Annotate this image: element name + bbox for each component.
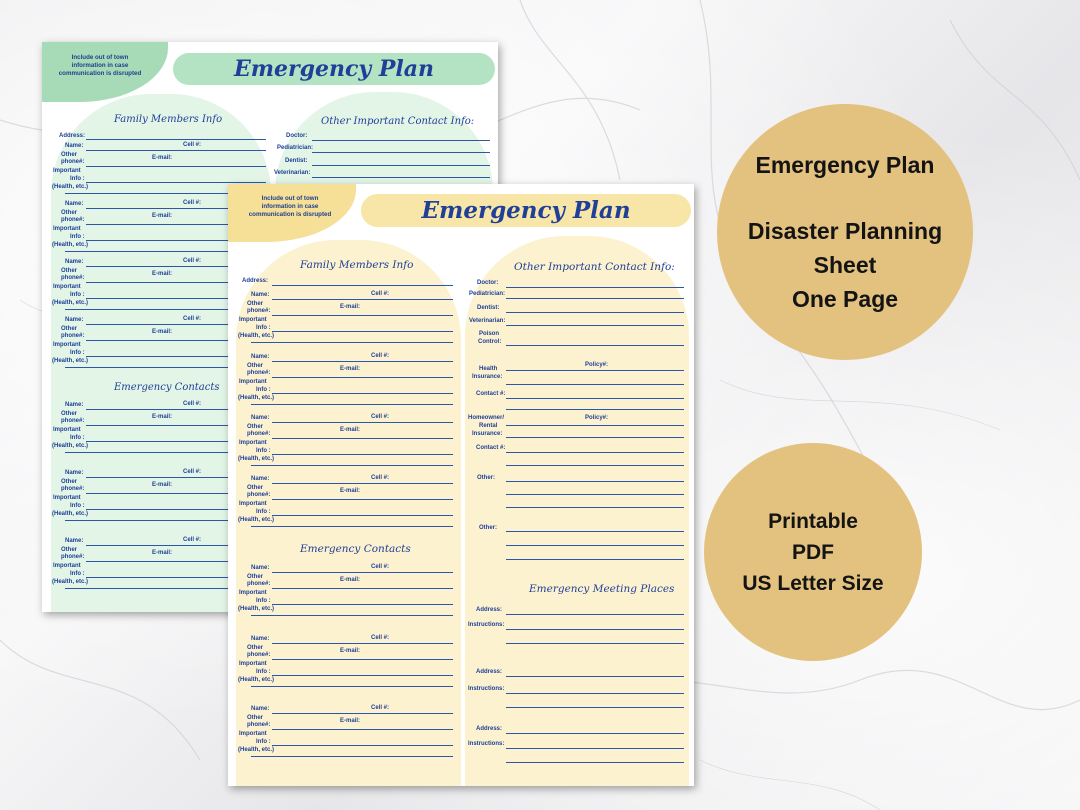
name-label: Name: [251, 476, 270, 482]
other-phone-label: Other [247, 485, 264, 491]
emergency-contacts-heading: Emergency Contacts [114, 382, 220, 393]
fill-in-line[interactable] [506, 733, 684, 734]
fill-in-line[interactable] [506, 312, 684, 313]
fill-in-line[interactable] [251, 686, 453, 687]
policy-label: Policy#: [585, 415, 609, 421]
fill-in-line[interactable] [86, 182, 266, 183]
other-phone-label: Other [61, 547, 78, 553]
fill-in-line[interactable] [272, 659, 453, 660]
important-label: Info : [256, 598, 271, 604]
fill-in-line[interactable] [272, 285, 453, 286]
health-label: (Health, etc.) [238, 395, 275, 401]
badge-line: Sheet [813, 252, 877, 278]
important-label: Info : [256, 448, 271, 454]
health-label: (Health, etc.) [52, 184, 89, 190]
other-label: Other: [479, 525, 497, 531]
important-label: Info : [256, 669, 271, 675]
fill-in-line[interactable] [272, 331, 453, 332]
health-label: (Health, etc.) [238, 333, 275, 339]
fill-in-line[interactable] [506, 437, 684, 438]
name-label: Name: [65, 201, 84, 207]
important-label: Important [239, 590, 267, 596]
other-phone-label: Other [247, 645, 264, 651]
dentist-label: Dentist: [285, 158, 308, 164]
other-phone-label: Other [61, 152, 78, 158]
badge-line: US Letter Size [742, 571, 884, 595]
important-label: Info : [70, 176, 85, 182]
poison-label: Control: [478, 339, 502, 345]
badge-line: Disaster Planning [747, 218, 943, 244]
fill-in-line[interactable] [251, 404, 453, 405]
name-label: Name: [65, 317, 84, 323]
important-label: Info : [70, 571, 85, 577]
cell-label: Cell #: [183, 469, 202, 475]
other-phone-label: phone#: [247, 492, 271, 498]
health-label: (Health, etc.) [238, 517, 275, 523]
important-label: Important [239, 501, 267, 507]
health-label: (Health, etc.) [52, 242, 89, 248]
fill-in-line[interactable] [272, 454, 453, 455]
fill-in-line[interactable] [506, 693, 684, 694]
fill-in-line[interactable] [506, 507, 684, 508]
fill-in-line[interactable] [506, 748, 684, 749]
other-phone-label: phone#: [61, 333, 85, 339]
cell-label: Cell #: [371, 291, 390, 297]
other-phone-label: phone#: [61, 486, 85, 492]
fill-in-line[interactable] [312, 177, 490, 178]
fill-in-line[interactable] [272, 643, 453, 644]
contact-label: Contact #: [476, 391, 506, 397]
fill-in-line[interactable] [251, 615, 453, 616]
name-label: Name: [65, 402, 84, 408]
email-label: E-mail: [152, 482, 173, 488]
fill-in-line[interactable] [506, 707, 684, 708]
cell-label: Cell #: [183, 258, 202, 264]
other-phone-label: Other [61, 268, 78, 274]
fill-in-line[interactable] [506, 629, 684, 630]
note-text: Include out of town information in case communication is disrupted [248, 195, 332, 218]
fill-in-line[interactable] [506, 762, 684, 763]
fill-in-line[interactable] [506, 370, 684, 371]
fill-in-line[interactable] [86, 139, 266, 140]
cell-label: Cell #: [183, 200, 202, 206]
important-label: Important [239, 440, 267, 446]
important-label: Important [239, 317, 267, 323]
name-label: Name: [65, 259, 84, 265]
email-label: E-mail: [152, 213, 173, 219]
other-phone-label: Other [61, 210, 78, 216]
fill-in-line[interactable] [272, 438, 453, 439]
fill-in-line[interactable] [272, 499, 453, 500]
other-phone-label: Other [61, 411, 78, 417]
doctor-label: Doctor: [286, 133, 308, 139]
fill-in-line[interactable] [506, 398, 684, 399]
health-label: (Health, etc.) [238, 456, 275, 462]
fill-in-line[interactable] [251, 342, 453, 343]
email-label: E-mail: [340, 718, 361, 724]
cell-label: Cell #: [183, 316, 202, 322]
meeting-places-heading: Emergency Meeting Places [529, 583, 675, 595]
fill-in-line[interactable] [506, 559, 684, 560]
fill-in-line[interactable] [506, 287, 684, 288]
fill-in-line[interactable] [272, 377, 453, 378]
name-label: Name: [65, 470, 84, 476]
fill-in-line[interactable] [506, 325, 684, 326]
name-label: Name: [251, 292, 270, 298]
cell-label: Cell #: [183, 142, 202, 148]
health-insurance-label: Health [479, 366, 498, 372]
name-label: Name: [251, 415, 270, 421]
dentist-label: Dentist: [477, 305, 500, 311]
fill-in-line[interactable] [506, 481, 684, 482]
other-phone-label: Other [247, 715, 264, 721]
other-phone-label: phone#: [247, 581, 271, 587]
instructions-label: Instructions: [468, 686, 505, 692]
fill-in-line[interactable] [506, 298, 684, 299]
cell-label: Cell #: [371, 564, 390, 570]
fill-in-line[interactable] [312, 165, 490, 166]
important-label: Info : [70, 350, 85, 356]
sheet-title: Emergency Plan [173, 53, 495, 85]
other-phone-label: phone#: [247, 652, 271, 658]
poison-label: Poison [479, 331, 500, 337]
important-label: Important [53, 427, 81, 433]
fill-in-line[interactable] [506, 531, 684, 532]
health-insurance-label: Insurance: [472, 374, 503, 380]
fill-in-line[interactable] [272, 422, 453, 423]
important-label: Important [239, 731, 267, 737]
fill-in-line[interactable] [272, 729, 453, 730]
important-label: Info : [256, 387, 271, 393]
important-label: Important [239, 379, 267, 385]
cell-label: Cell #: [371, 705, 390, 711]
address-label: Address: [59, 133, 86, 139]
email-label: E-mail: [152, 414, 173, 420]
email-label: E-mail: [340, 304, 361, 310]
fill-in-line[interactable] [506, 409, 684, 410]
other-phone-label: phone#: [61, 554, 85, 560]
health-label: (Health, etc.) [52, 511, 89, 517]
name-label: Name: [251, 636, 270, 642]
pediatrician-label: Pediatrician: [469, 291, 506, 297]
name-label: Name: [65, 538, 84, 544]
important-label: Important [53, 226, 81, 232]
badge-line: One Page [791, 286, 899, 312]
email-label: E-mail: [340, 427, 361, 433]
email-label: E-mail: [152, 329, 173, 335]
health-label: (Health, etc.) [238, 606, 275, 612]
other-phone-label: phone#: [61, 418, 85, 424]
health-label: (Health, etc.) [52, 300, 89, 306]
contacts-heading: Other Important Contact Info: [514, 261, 675, 273]
pediatrician-label: Pediatrician: [277, 145, 314, 151]
health-label: (Health, etc.) [52, 358, 89, 364]
other-phone-label: Other [247, 424, 264, 430]
important-label: Info : [256, 509, 271, 515]
policy-label: Policy#: [585, 362, 609, 368]
contact-label: Contact #: [476, 445, 506, 451]
address-label: Address: [476, 726, 503, 732]
fill-in-line[interactable] [251, 756, 453, 757]
fill-in-line[interactable] [251, 526, 453, 527]
badge-line: Emergency Plan [755, 152, 935, 178]
other-phone-label: Other [61, 479, 78, 485]
homeowner-label: Rental [479, 423, 498, 429]
contacts-heading: Other Important Contact Info: [321, 116, 475, 127]
fill-in-line[interactable] [86, 166, 266, 167]
health-label: (Health, etc.) [238, 677, 275, 683]
address-label: Address: [476, 607, 503, 613]
email-label: E-mail: [152, 155, 173, 161]
fill-in-line[interactable] [312, 152, 490, 153]
fill-in-line[interactable] [506, 676, 684, 677]
email-label: E-mail: [340, 648, 361, 654]
fill-in-line[interactable] [506, 494, 684, 495]
health-label: (Health, etc.) [238, 747, 275, 753]
cell-label: Cell #: [371, 353, 390, 359]
fill-in-line[interactable] [506, 643, 684, 644]
veterinarian-label: Veterinarian: [274, 170, 311, 176]
veterinarian-label: Veterinarian: [469, 318, 506, 324]
important-label: Info : [256, 325, 271, 331]
emergency-contacts-heading: Emergency Contacts [300, 543, 411, 555]
name-label: Name: [251, 706, 270, 712]
product-badge-title [717, 104, 973, 360]
fill-in-line[interactable] [272, 572, 453, 573]
address-label: Address: [242, 278, 269, 284]
other-phone-label: phone#: [247, 370, 271, 376]
sheet-title: Emergency Plan [361, 194, 691, 227]
important-label: Important [53, 342, 81, 348]
fill-in-line[interactable] [272, 588, 453, 589]
homeowner-label: Insurance: [472, 431, 503, 437]
fill-in-line[interactable] [272, 299, 453, 300]
instructions-label: Instructions: [468, 622, 505, 628]
address-label: Address: [476, 669, 503, 675]
important-label: Info : [70, 503, 85, 509]
other-label: Other: [477, 475, 495, 481]
other-phone-label: phone#: [61, 275, 85, 281]
important-label: Important [53, 168, 81, 174]
fill-in-line[interactable] [506, 384, 684, 385]
fill-in-line[interactable] [272, 361, 453, 362]
health-label: (Health, etc.) [52, 443, 89, 449]
other-phone-label: Other [247, 574, 264, 580]
front-plan-sheet [228, 184, 694, 786]
badge-line: Printable [768, 509, 858, 533]
family-heading: Family Members Info [300, 259, 414, 271]
cell-label: Cell #: [183, 401, 202, 407]
fill-in-line[interactable] [272, 604, 453, 605]
health-label: (Health, etc.) [52, 579, 89, 585]
homeowner-label: Homeowner/ [468, 415, 505, 421]
fill-in-line[interactable] [272, 515, 453, 516]
email-label: E-mail: [340, 577, 361, 583]
important-label: Info : [256, 739, 271, 745]
fill-in-line[interactable] [272, 315, 453, 316]
other-phone-label: phone#: [247, 431, 271, 437]
fill-in-line[interactable] [272, 713, 453, 714]
email-label: E-mail: [152, 550, 173, 556]
name-label: Name: [251, 354, 270, 360]
fill-in-line[interactable] [272, 675, 453, 676]
cell-label: Cell #: [371, 414, 390, 420]
badge-line: PDF [792, 540, 834, 564]
cell-label: Cell #: [183, 537, 202, 543]
cell-label: Cell #: [371, 635, 390, 641]
family-heading: Family Members Info [114, 114, 223, 125]
other-phone-label: Other [247, 301, 264, 307]
fill-in-line[interactable] [506, 345, 684, 346]
important-label: Important [239, 661, 267, 667]
fill-in-line[interactable] [506, 614, 684, 615]
email-label: E-mail: [340, 488, 361, 494]
name-label: Name: [251, 565, 270, 571]
other-phone-label: phone#: [247, 722, 271, 728]
other-phone-label: phone#: [61, 217, 85, 223]
other-phone-label: Other [61, 326, 78, 332]
other-phone-label: phone#: [247, 308, 271, 314]
cell-label: Cell #: [371, 475, 390, 481]
product-badge-format [704, 443, 922, 661]
fill-in-line[interactable] [272, 393, 453, 394]
fill-in-line[interactable] [86, 150, 266, 151]
important-label: Info : [70, 435, 85, 441]
important-label: Important [53, 284, 81, 290]
fill-in-line[interactable] [506, 465, 684, 466]
instructions-label: Instructions: [468, 741, 505, 747]
fill-in-line[interactable] [506, 425, 684, 426]
important-label: Important [53, 563, 81, 569]
name-label: Name: [65, 143, 84, 149]
email-label: E-mail: [152, 271, 173, 277]
fill-in-line[interactable] [272, 483, 453, 484]
fill-in-line[interactable] [506, 452, 684, 453]
note-text: Include out of town information in case communication is disrupted [58, 54, 142, 77]
fill-in-line[interactable] [506, 545, 684, 546]
important-label: Important [53, 495, 81, 501]
fill-in-line[interactable] [272, 745, 453, 746]
important-label: Info : [70, 234, 85, 240]
email-label: E-mail: [340, 366, 361, 372]
other-phone-label: phone#: [61, 159, 85, 165]
doctor-label: Doctor: [477, 280, 499, 286]
fill-in-line[interactable] [251, 465, 453, 466]
fill-in-line[interactable] [312, 140, 490, 141]
other-phone-label: Other [247, 363, 264, 369]
important-label: Info : [70, 292, 85, 298]
